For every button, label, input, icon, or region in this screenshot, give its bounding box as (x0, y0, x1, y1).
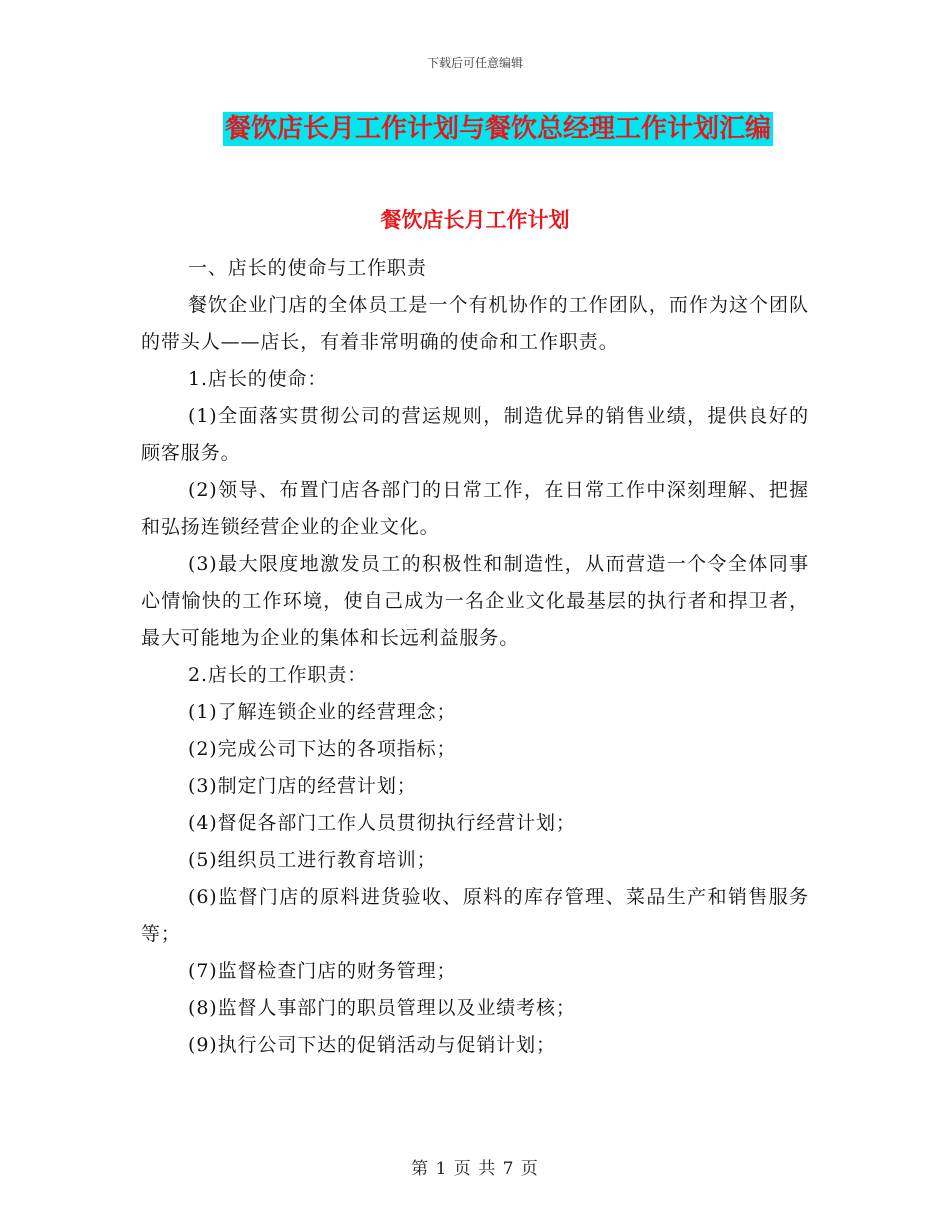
paragraph: (2)领导、布置门店各部门的日常工作，在日常工作中深刻理解、把握和弘扬连锁经营企业的企业文化。 (141, 479, 809, 538)
paragraph: 一、店长的使命与工作职责 (188, 257, 427, 279)
paragraph: (8)监督人事部门的职员管理以及业绩考核； (188, 997, 576, 1019)
paragraph: (7)监督检查门店的财务管理； (188, 960, 457, 982)
header-note: 下载后可任意编辑 (426, 56, 523, 70)
paragraph: 2.店长的工作职责： (188, 664, 368, 686)
document-title-container (0, 112, 950, 146)
paragraph: (1)了解连锁企业的经营理念； (188, 701, 457, 723)
paragraph: (1)全面落实贯彻公司的营运规则，制造优异的销售业绩，提供良好的顾客服务。 (141, 405, 809, 464)
paragraph: (3)制定门店的经营计划； (188, 775, 417, 797)
paragraph: (9)执行公司下达的促销活动与促销计划； (188, 1034, 556, 1056)
paragraph: (6)监督门店的原料进货验收、原料的库存管理、菜品生产和销售服务等； (141, 886, 809, 945)
document-title: 餐饮店长月工作计划与餐饮总经理工作计划汇编 (224, 114, 771, 144)
paragraph: (2)完成公司下达的各项指标； (188, 738, 457, 760)
document-body (141, 250, 809, 1064)
paragraph: (3)最大限度地激发员工的积极性和制造性，从而营造一个令全体同事心情愉快的工作环境，使自己成为一名企业文化最基层的执行者和捍卫者，最大可能地为企业的集体和长远利益服务。 (141, 553, 809, 649)
paragraph: (4)督促各部门工作人员贯彻执行经营计划； (188, 812, 576, 834)
paragraph: 1.店长的使命： (188, 368, 328, 390)
paragraph: 餐饮企业门店的全体员工是一个有机协作的工作团队，而作为这个团队的带头人——店长，有着非常明确的使命和工作职责。 (141, 294, 809, 353)
page-footer: 第 1 页 共 7 页 (411, 1159, 539, 1179)
paragraph: (5)组织员工进行教育培训； (188, 849, 437, 871)
section-title: 餐饮店长月工作计划 (380, 208, 570, 232)
